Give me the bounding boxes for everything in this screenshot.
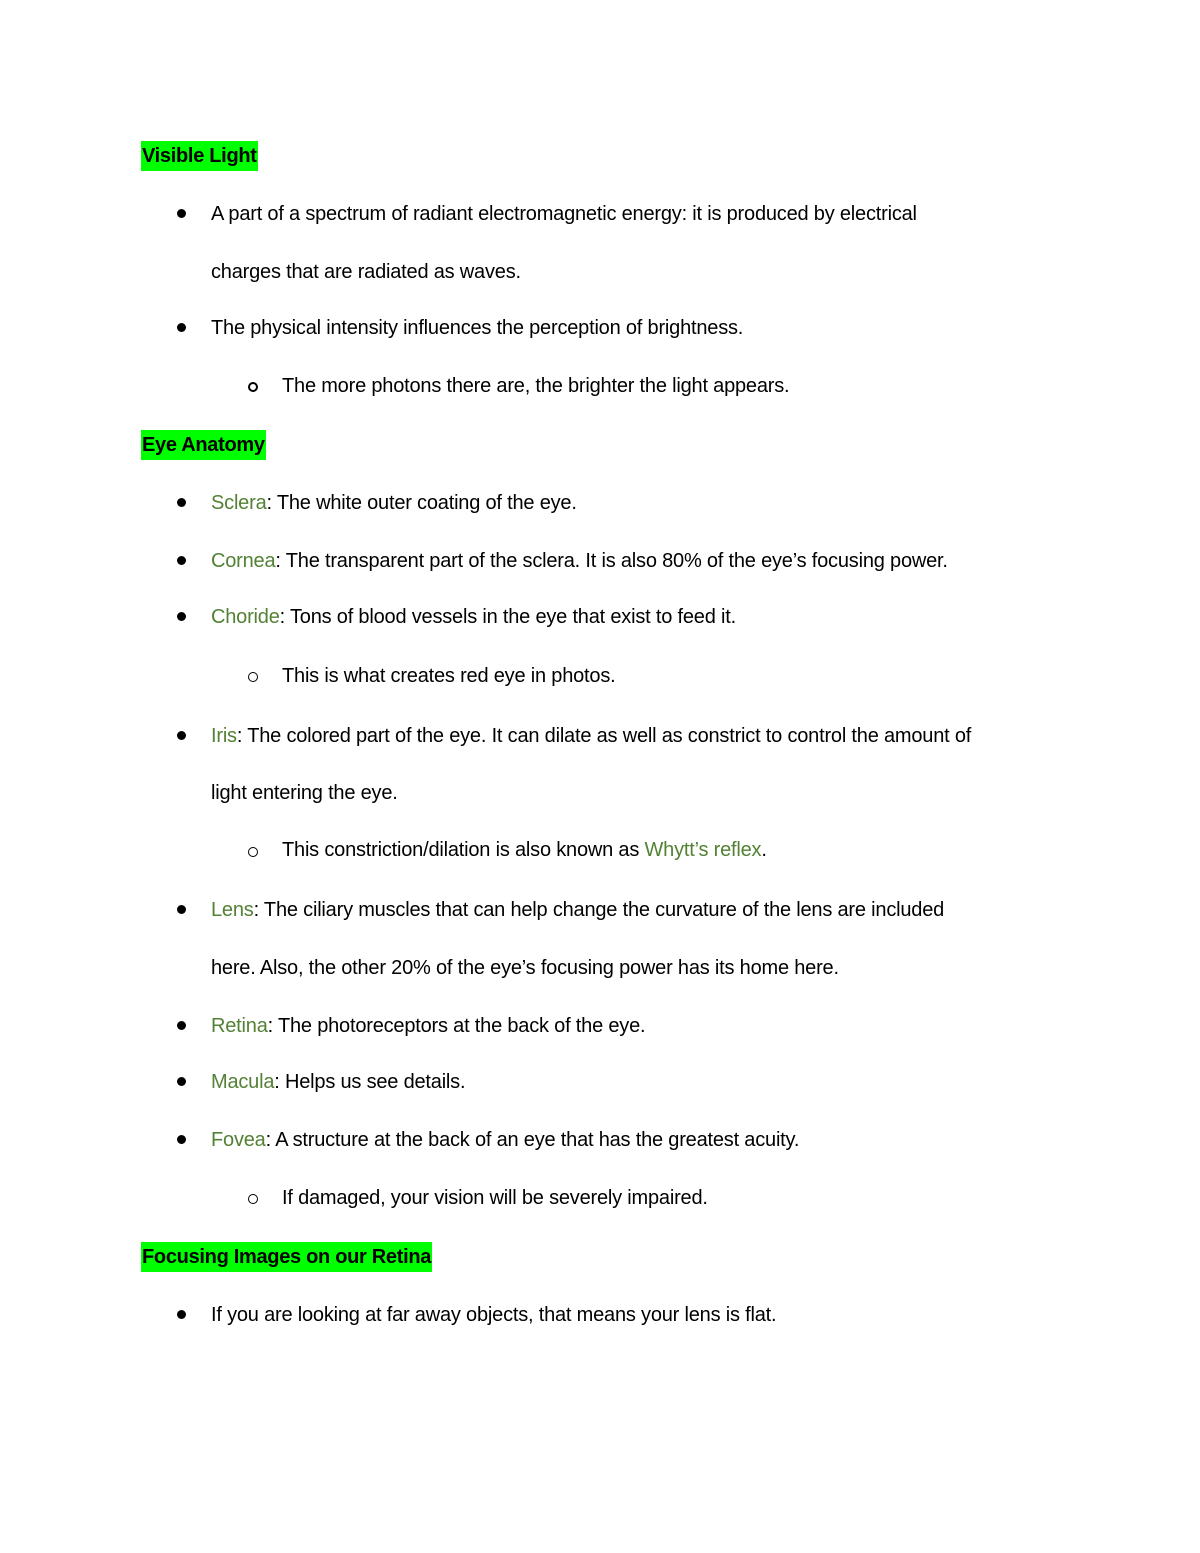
term-sclera: Sclera <box>211 492 267 514</box>
list-item-iris <box>211 721 971 751</box>
term-whytts-reflex: Whytt’s reflex <box>644 839 762 861</box>
term-iris: Iris <box>211 725 237 747</box>
list-item-text-continued: here. Also, the other 20% of the eye’s focusing power has its home here. <box>211 957 839 979</box>
bullet-icon <box>177 209 186 218</box>
bullet-icon <box>177 498 186 507</box>
sub-bullet-icon <box>248 672 258 682</box>
list-item-sclera <box>211 488 577 518</box>
sub-item-text: This constriction/dilation is also known as <box>282 839 645 861</box>
list-item-macula <box>211 1067 465 1097</box>
list-item-text: A part of a spectrum of radiant electromagnetic energy: it is produced by electrical <box>211 203 917 225</box>
bullet-icon <box>177 731 186 740</box>
bullet-icon <box>177 1135 186 1144</box>
sub-item-whytts-reflex <box>282 835 767 865</box>
bullet-icon <box>177 612 186 621</box>
section-heading-focusing-images: Focusing Images on our Retina <box>141 1242 432 1272</box>
list-item-cornea <box>211 546 948 576</box>
sub-item-text: The more photons there are, the brighter the light appears. <box>282 375 790 397</box>
term-cornea: Cornea <box>211 550 276 572</box>
list-item-lens <box>211 895 944 925</box>
list-item-text-continued: charges that are radiated as waves. <box>211 261 521 283</box>
term-fovea: Fovea <box>211 1129 266 1151</box>
list-item-fovea <box>211 1125 799 1155</box>
sub-bullet-icon <box>248 847 258 857</box>
list-item-text-continued: light entering the eye. <box>211 782 398 804</box>
sub-item-text: This is what creates red eye in photos. <box>282 665 616 687</box>
bullet-icon <box>177 1021 186 1030</box>
definition-text: : Helps us see details. <box>274 1071 466 1093</box>
list-item-text: The physical intensity influences the perception of brightness. <box>211 317 744 339</box>
bullet-icon <box>177 1310 186 1319</box>
term-lens: Lens <box>211 899 254 921</box>
definition-text: : The transparent part of the sclera. It is also 80% of the eye’s focusing power. <box>275 550 948 572</box>
definition-text: : Tons of blood vessels in the eye that exist to feed it. <box>279 606 736 628</box>
term-macula: Macula <box>211 1071 275 1093</box>
bullet-icon <box>177 323 186 332</box>
term-retina: Retina <box>211 1015 268 1037</box>
list-item-choride <box>211 602 736 632</box>
section-heading-eye-anatomy: Eye Anatomy <box>141 430 266 460</box>
list-item-retina <box>211 1011 645 1041</box>
sub-item-tail: . <box>761 839 767 861</box>
sub-bullet-icon <box>248 382 258 392</box>
definition-text: : The ciliary muscles that can help change the curvature of the lens are included <box>253 899 945 921</box>
definition-text: : The white outer coating of the eye. <box>266 492 577 514</box>
definition-text: : A structure at the back of an eye that has the greatest acuity. <box>265 1129 800 1151</box>
definition-text: : The colored part of the eye. It can dilate as well as constrict to control the amount of <box>236 725 972 747</box>
section-heading-visible-light: Visible Light <box>141 141 258 171</box>
list-item-text: If you are looking at far away objects, that means your lens is flat. <box>211 1304 777 1326</box>
sub-item-text: If damaged, your vision will be severely impaired. <box>282 1187 708 1209</box>
term-choride: Choride <box>211 606 280 628</box>
bullet-icon <box>177 1077 186 1086</box>
sub-bullet-icon <box>248 1194 258 1204</box>
bullet-icon <box>177 556 186 565</box>
bullet-icon <box>177 905 186 914</box>
definition-text: : The photoreceptors at the back of the eye. <box>267 1015 646 1037</box>
